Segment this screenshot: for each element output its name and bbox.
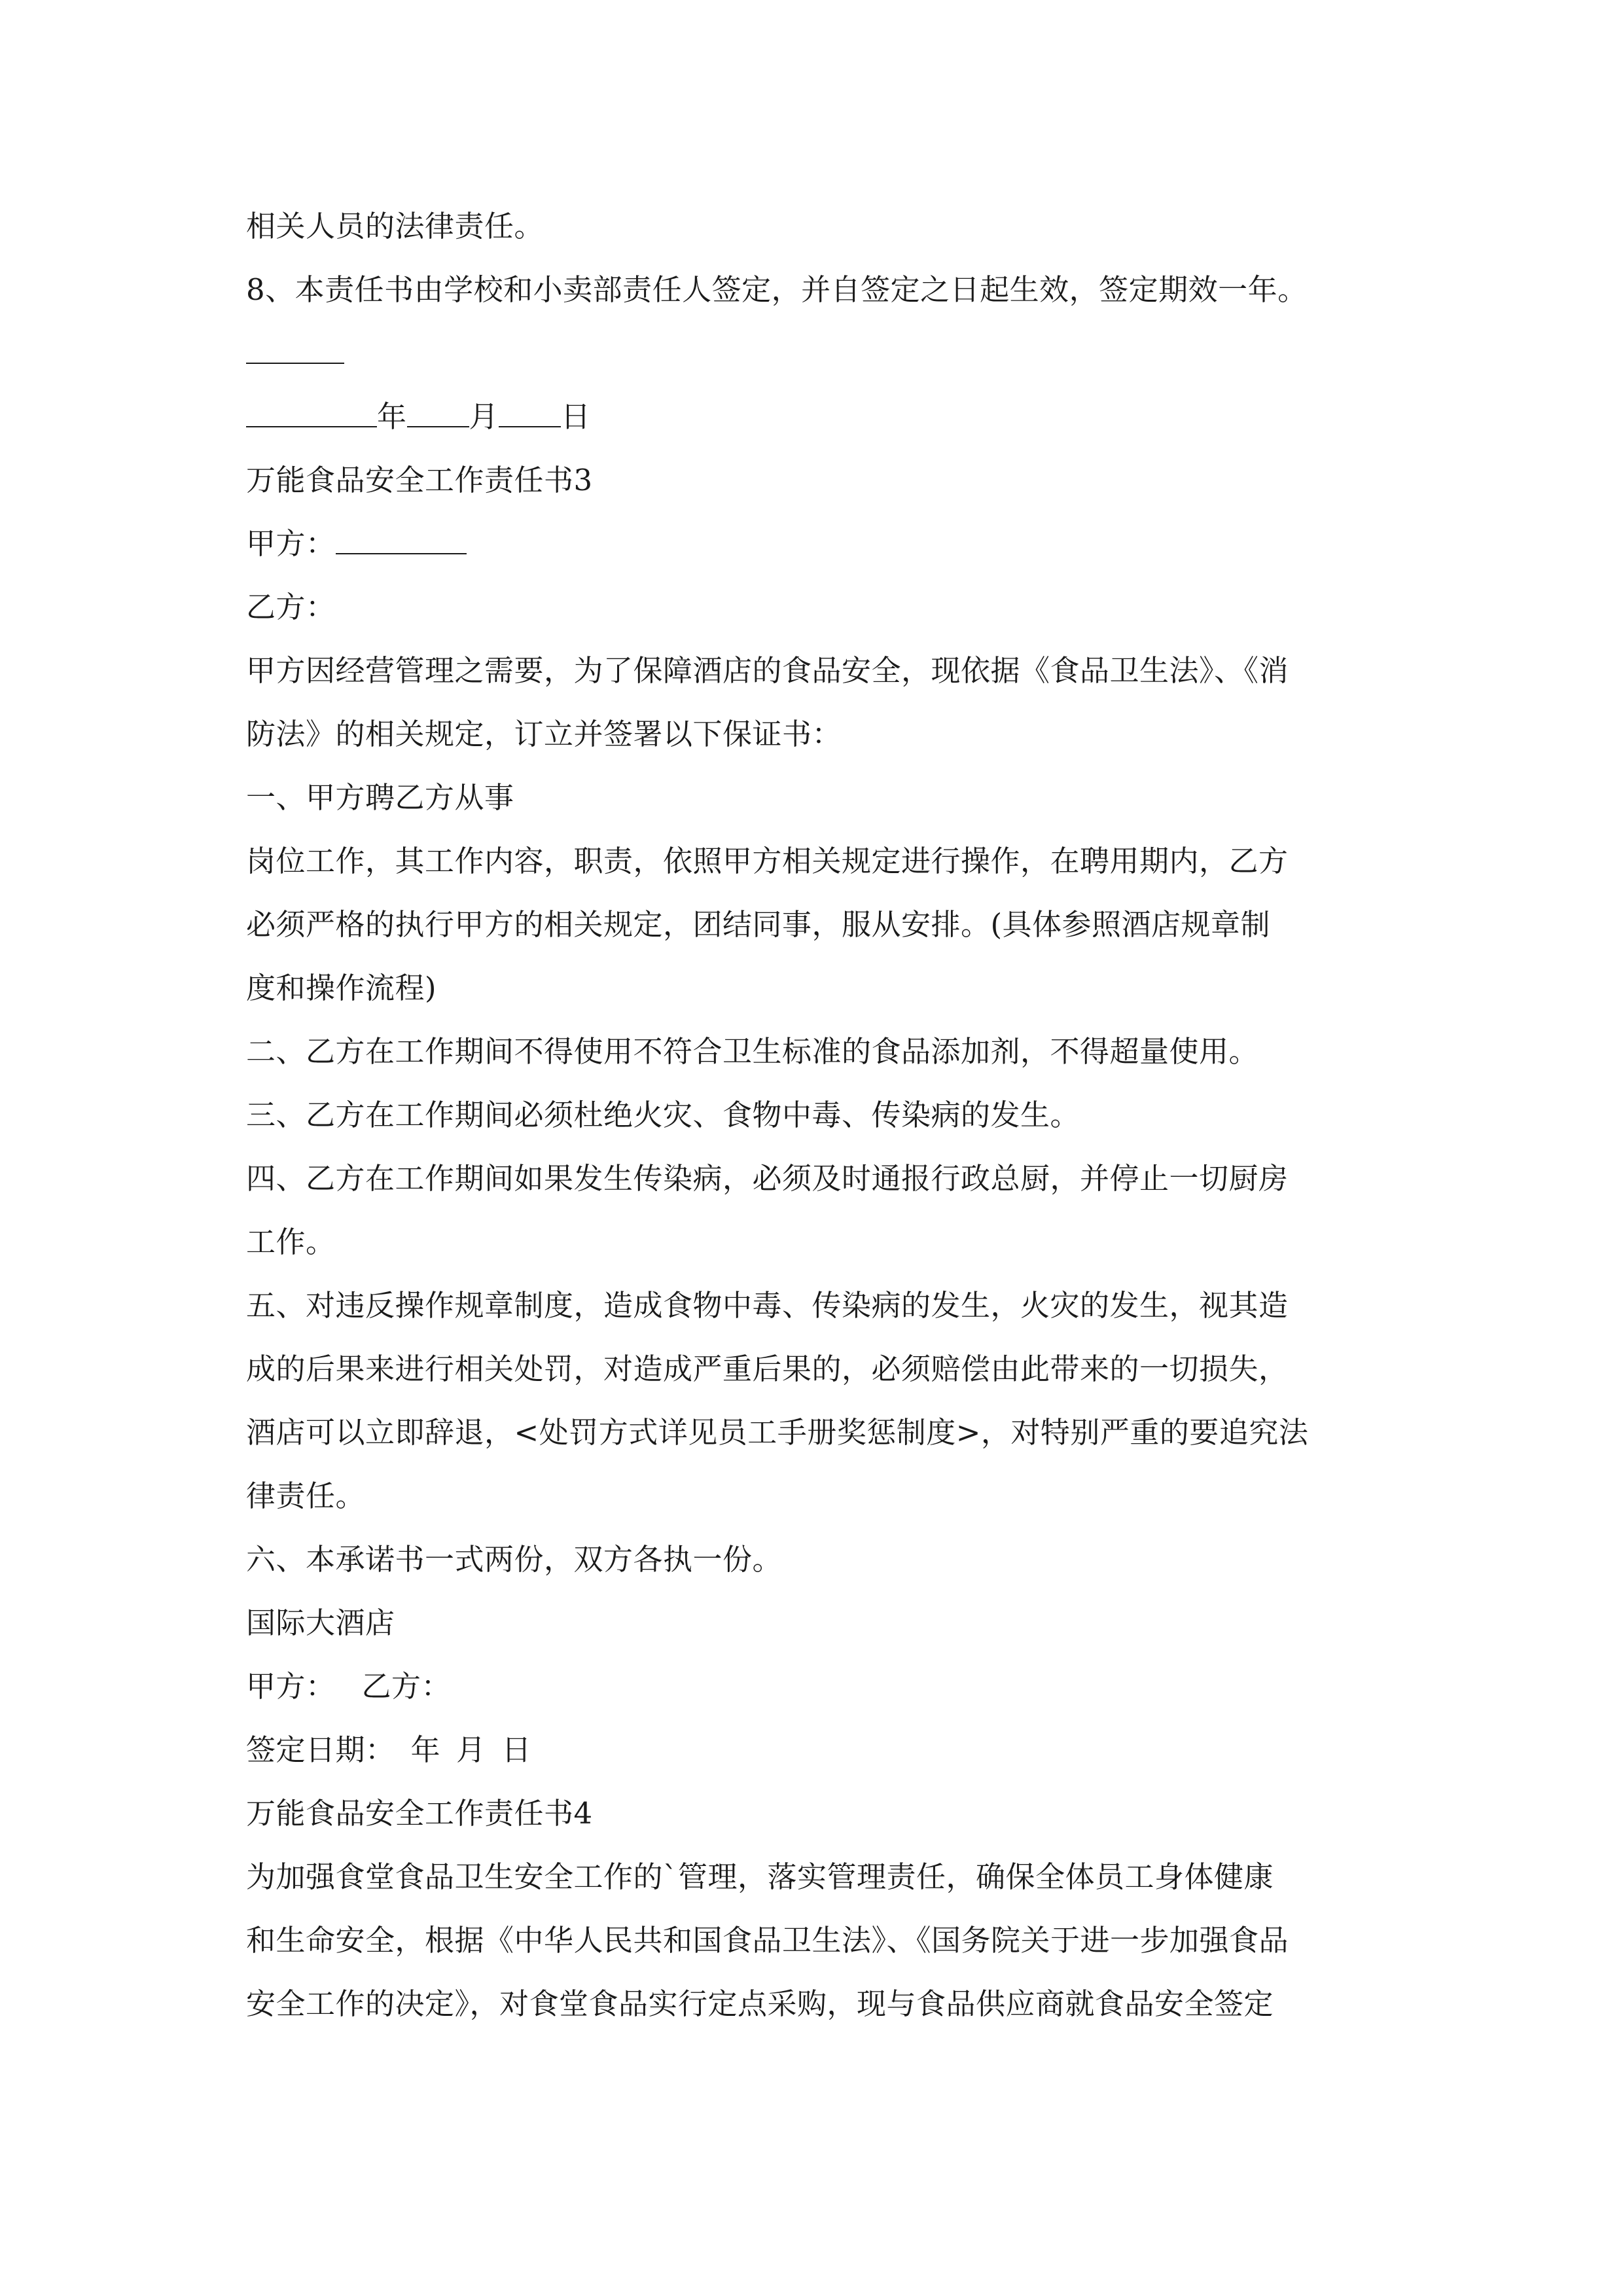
party-b-sign-label: 乙方：: [361, 1669, 452, 1704]
text-line: 相关人员的法律责任。: [246, 209, 544, 243]
text-line: 一、甲方聘乙方从事: [246, 780, 514, 815]
text-line: 乙方：: [246, 590, 336, 624]
text-line: 工作。: [246, 1225, 336, 1259]
text-line: 和生命安全，根据《中华人民共和国食品卫生法》、《国务院关于进一步加强食品: [246, 1923, 1289, 1958]
text-line: 四、乙方在工作期间如果发生传染病，必须及时通报行政总厨，并停止一切厨房: [246, 1161, 1289, 1196]
party-a-blank: [336, 524, 467, 554]
text-line: 甲方因经营管理之需要，为了保障酒店的食品安全，现依据《食品卫生法》、《消: [246, 653, 1289, 688]
text-line: 岗位工作，其工作内容，职责，依照甲方相关规定进行操作，在聘用期内，乙方: [246, 844, 1289, 878]
text-line: 六、本承诺书一式两份，双方各执一份。: [246, 1542, 783, 1577]
signature-parties-line: [246, 1667, 451, 1706]
text-line: 防法》的相关规定，订立并签署以下保证书：: [246, 717, 842, 751]
signature-blank-line: [246, 334, 344, 373]
date-blank-line: [246, 397, 591, 437]
text-line: 国际大酒店: [246, 1605, 395, 1640]
month-blank: [407, 397, 469, 427]
text-line: 律责任。: [246, 1479, 366, 1513]
signing-month: 月: [456, 1732, 486, 1767]
year-blank: [246, 397, 377, 427]
section-title: 万能食品安全工作责任书3: [246, 463, 593, 497]
party-a-line: [246, 524, 467, 564]
text-line: 三、乙方在工作期间必须杜绝火灾、食物中毒、传染病的发生。: [246, 1098, 1080, 1132]
text-line: 酒店可以立即辞退，<处罚方式详见员工手册奖惩制度>，对特别严重的要追究法: [246, 1415, 1309, 1450]
signing-date-label: 签定日期：: [246, 1732, 395, 1767]
text-line: 为加强食堂食品卫生安全工作的`管理，落实管理责任，确保全体员工身体健康: [246, 1859, 1274, 1894]
text-line: 五、对违反操作规章制度，造成食物中毒、传染病的发生，火灾的发生，视其造: [246, 1288, 1289, 1323]
party-a-label: 甲方：: [246, 526, 336, 561]
section-title: 万能食品安全工作责任书4: [246, 1796, 593, 1831]
day-label: 日: [561, 399, 591, 434]
signing-year: 年: [410, 1732, 441, 1767]
text-line: 安全工作的决定》，对食堂食品实行定点采购，现与食品供应商就食品安全签定: [246, 1986, 1274, 2021]
text-line: 成的后果来进行相关处罚，对造成严重后果的，必须赔偿由此带来的一切损失，: [246, 1352, 1289, 1386]
signing-day: 日: [501, 1732, 532, 1767]
year-label: 年: [377, 399, 407, 434]
text-line: 必须严格的执行甲方的相关规定，团结同事，服从安排。(具体参照酒店规章制: [246, 907, 1271, 942]
day-blank: [499, 397, 561, 427]
party-a-sign-label: 甲方：: [246, 1669, 336, 1704]
signature-blank: [246, 334, 344, 364]
month-label: 月: [469, 399, 499, 434]
signing-date-line: [246, 1731, 531, 1770]
text-line: 8、本责任书由学校和小卖部责任人签定，并自签定之日起生效，签定期效一年。: [246, 272, 1308, 307]
text-line: 二、乙方在工作期间不得使用不符合卫生标准的食品添加剂，不得超量使用。: [246, 1034, 1259, 1069]
text-line: 度和操作流程): [246, 971, 437, 1005]
